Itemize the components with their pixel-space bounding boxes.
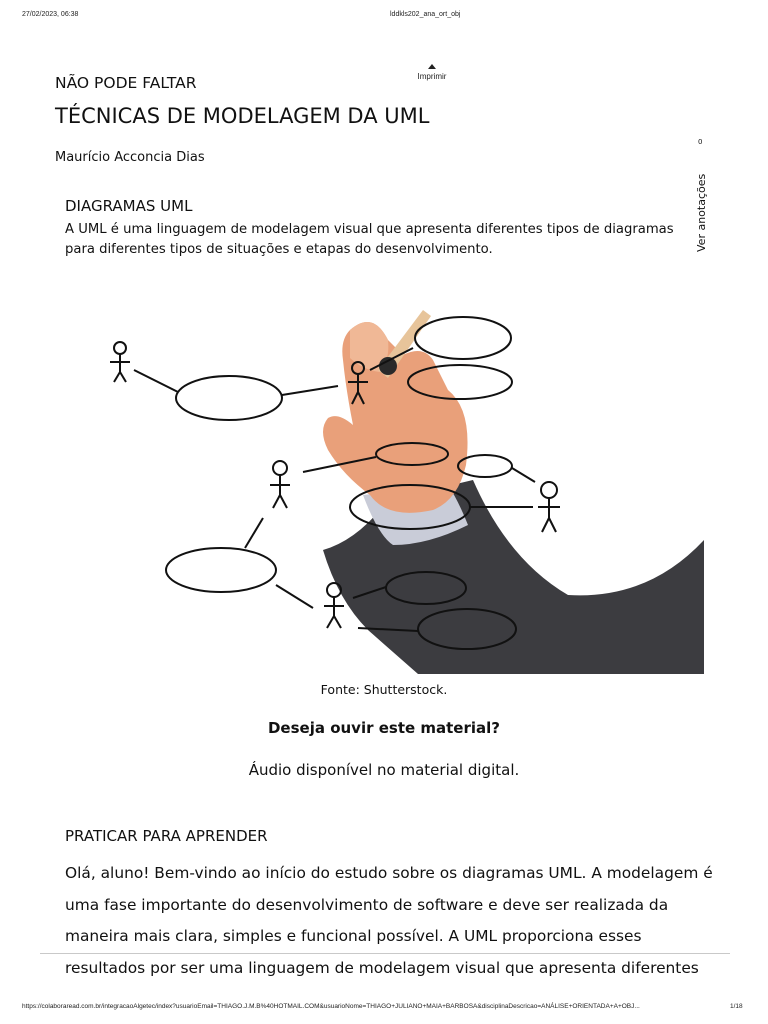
page-title: TÉCNICAS DE MODELAGEM DA UML bbox=[55, 104, 430, 128]
actor-figure bbox=[538, 482, 560, 532]
print-header-datetime: 27/02/2023, 06:38 bbox=[22, 11, 79, 18]
actor-figure bbox=[270, 461, 290, 508]
uml-hand-illustration bbox=[88, 300, 704, 674]
actor-figure bbox=[324, 583, 344, 628]
section-paragraph-diagramas: A UML é uma linguagem de modelagem visual que apresenta diferentes tipos de diagramas para diferentes tipos de situações e etapas do desenvolvimento. bbox=[65, 222, 674, 257]
association-line bbox=[282, 386, 338, 395]
association-line bbox=[512, 468, 535, 482]
association-line bbox=[134, 370, 178, 392]
audio-availability-note: Áudio disponível no material digital. bbox=[248, 761, 520, 779]
section-heading-praticar: PRATICAR PARA APRENDER bbox=[65, 827, 268, 845]
actor-figure bbox=[110, 342, 130, 382]
figure-caption: Fonte: Shutterstock. bbox=[320, 682, 448, 697]
usecase-ellipse bbox=[458, 455, 512, 477]
section-heading-diagramas: DIAGRAMAS UML bbox=[65, 197, 193, 215]
print-footer-page: 1/18 bbox=[730, 1003, 743, 1010]
usecase-ellipse bbox=[415, 317, 511, 359]
page-divider bbox=[40, 953, 730, 954]
section-paragraph-praticar: Olá, aluno! Bem-vindo ao início do estudo sobre os diagramas UML. A modelagem é uma fase importante do desenvolvimento de software e deve ser realizada da maneira mais clara, simples e funcional possível. A UML proporciona esses resultados por ser uma linguagem de modelagem visual que apresenta diferentes bbox=[65, 864, 713, 977]
annotation-count: 0 bbox=[698, 138, 703, 146]
print-button[interactable] bbox=[408, 64, 456, 81]
author-name: Maurício Acconcia Dias bbox=[55, 150, 205, 165]
print-arrow-icon bbox=[428, 64, 436, 69]
association-line bbox=[276, 585, 313, 608]
kicker-label: NÃO PODE FALTAR bbox=[55, 74, 197, 92]
print-header-doc-title: lddkls202_ana_ort_obj bbox=[390, 11, 461, 18]
print-footer-url: https://colaboraread.com.br/integracaoAlgetec/index?usuarioEmail=THIAGO.J.M.B%40HOTMAIL.COM&usuarioNome=THIAGO+JULIANO+MAIA+BARBOSA&disciplinaDescricao=ANÁLISE+ORIENTADA+A+OBJ... bbox=[22, 1003, 640, 1010]
association-line bbox=[245, 518, 263, 548]
view-annotations-button[interactable]: Ver anotações bbox=[695, 173, 708, 252]
usecase-ellipse bbox=[176, 376, 282, 420]
usecase-ellipse bbox=[166, 548, 276, 592]
print-label: Imprimir bbox=[417, 72, 447, 81]
audio-question: Deseja ouvir este material? bbox=[267, 719, 500, 737]
